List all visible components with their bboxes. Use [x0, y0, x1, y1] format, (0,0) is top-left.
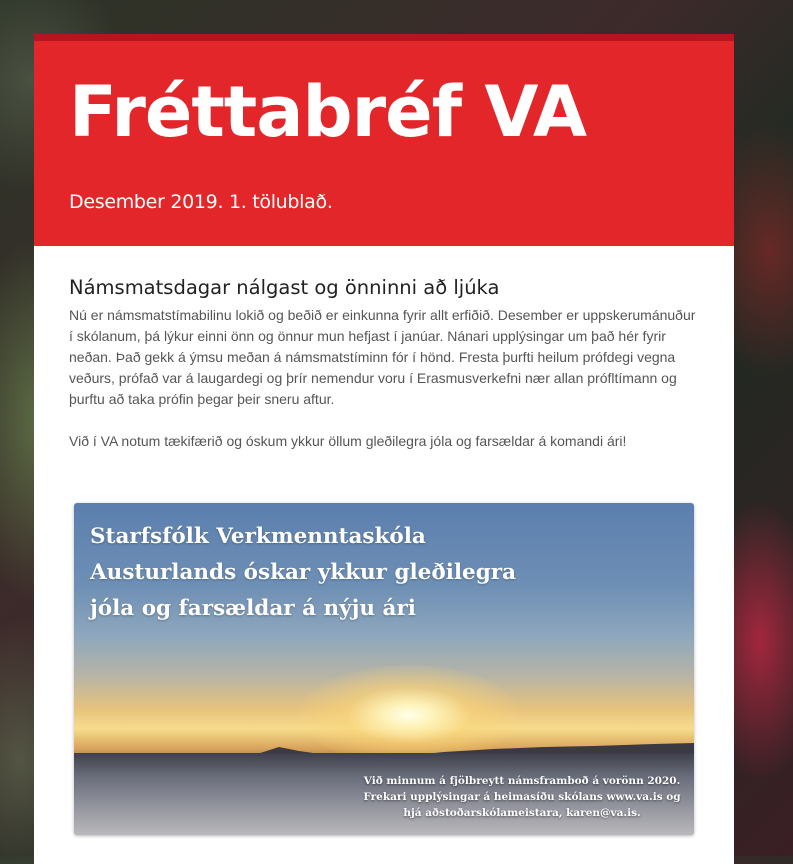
newsletter-subtitle: Desember 2019. 1. tölublað.	[69, 191, 333, 213]
newsletter-header	[34, 41, 734, 246]
article-paragraph: Nú er námsmatstímabilinu lokið og beðið er einkunna fyrir allt erfiðið. Desember er uppskerumánuður í skólanum, þá lýkur einni önn og önnur mun hefjast í janúar. Nánari upplýsingar um það hér fyrir neðan. Það gekk á ýmsu meðan á námsmatstíminn fór í hönd. Fresta þurfti heilum prófdegi vegna veðurs, prófað var á laugardegi og þrír nemendur voru í Erasmusverkefni nær allan prófltímann og þurftu að taka prófin þegar þeir sneru aftur.	[69, 307, 696, 407]
article	[34, 246, 734, 452]
article-greeting: Við í VA notum tækifærið og óskum ykkur öllum gleðilegra jóla og farsældar á komandi ári!	[69, 433, 627, 449]
banner-headline: Starfsfólk Verkmenntaskóla Austurlands óskar ykkur gleðilegra jóla og farsældar á nýju ári	[90, 524, 517, 621]
newsletter-card	[34, 34, 734, 864]
header-strip	[34, 34, 734, 41]
christmas-banner-image	[74, 503, 694, 835]
newsletter-title: Fréttabréf VA	[69, 71, 587, 153]
article-headline: Námsmatsdagar nálgast og önninni að ljúka	[69, 276, 500, 299]
banner-note: Við minnum á fjölbreytt námsframboð á vorönn 2020. Frekari upplýsingar á heimasíðu skólans www.va.is og hjá aðstoðarskólameistara, karen@va.is.	[363, 775, 681, 819]
